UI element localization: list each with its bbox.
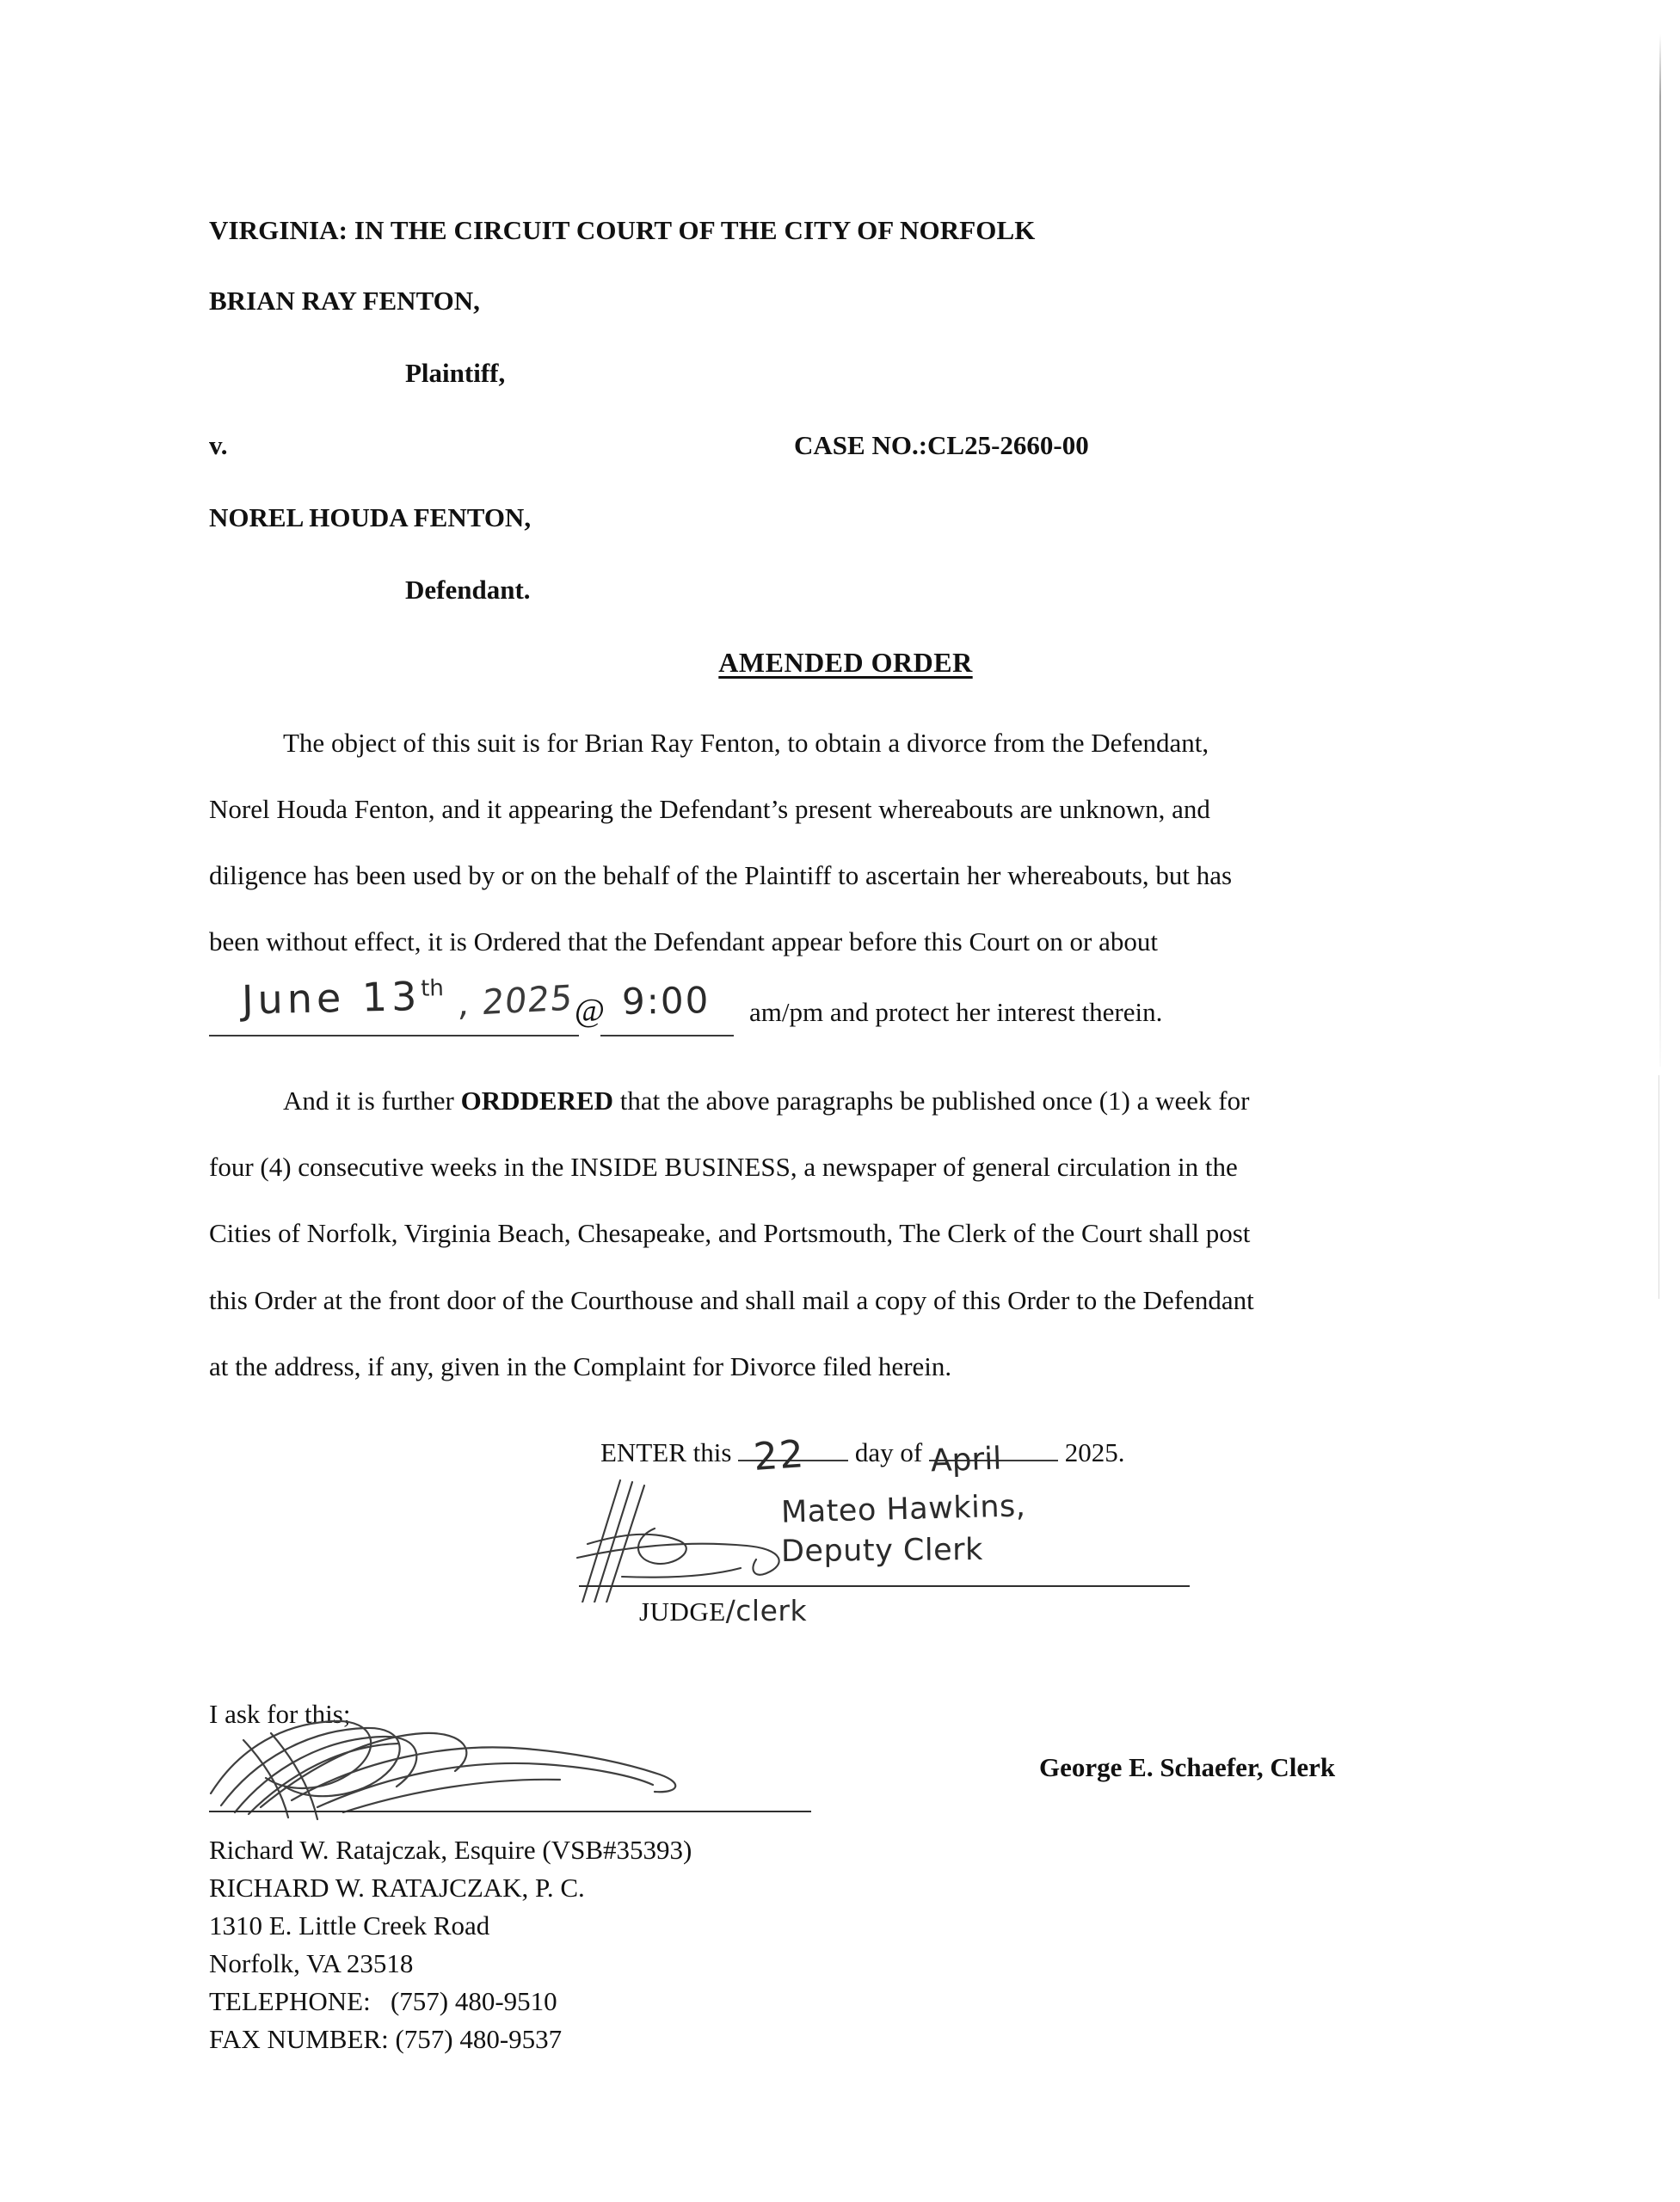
attorney-city-state-zip-line: Norfolk, VA 23518 [209, 1948, 414, 1979]
judge-printed-label: JUDGE [639, 1596, 726, 1627]
enter-prefix-label: ENTER this [600, 1436, 732, 1467]
paragraph-two-line-3: Cities of Norfolk, Virginia Beach, Chesapeake, and Portsmouth, The Clerk of the Court shall post [209, 1218, 1251, 1249]
handwritten-clerk-suffix: /clerk [725, 1593, 808, 1627]
handwritten-deputy-clerk-name: Mateo Hawkins, [780, 1489, 1026, 1530]
enter-day-blank[interactable] [738, 1431, 848, 1479]
paragraph-two-line-1 [209, 1071, 1482, 1130]
paragraph-two-line-2: four (4) consecutive weeks in the INSIDE BUSINESS, a newspaper of general circulation in the [209, 1152, 1238, 1183]
scan-edge-artifact [1659, 34, 1661, 1067]
scan-edge-artifact-lower [1658, 1075, 1659, 1299]
entry-year-label: 2025. [1064, 1436, 1125, 1467]
attorney-telephone-line: TELEPHONE: (757) 480-9510 [209, 1986, 557, 2017]
attorney-contact-lines [209, 1831, 1499, 2058]
versus-row [209, 430, 1482, 461]
judge-signature-rule [579, 1585, 1190, 1587]
defendant-role-label: Defendant. [405, 574, 531, 605]
para-two-suffix: that the above paragraphs be published once (1) a week for [613, 1086, 1250, 1116]
page-title: AMENDED ORDER [718, 646, 973, 678]
para-two-prefix: And it is further [283, 1086, 461, 1116]
defendant-name: NOREL HOUDA FENTON, [209, 501, 532, 532]
paragraph-two-line-4: this Order at the front door of the Courthouse and shall mail a copy of this Order to the Defendant [209, 1284, 1254, 1315]
enter-month-blank[interactable] [929, 1441, 1058, 1479]
paragraph-two-line-5: at the address, if any, given in the Complaint for Divorce filed herein. [209, 1350, 952, 1381]
paragraph-one-line-1: The object of this suit is for Brian Ray Fenton, to obtain a divorce from the Defendant, [283, 727, 1209, 758]
paragraph-one-line-3: diligence has been used by or on the behalf of the Plaintiff to ascertain her whereabouts, but has [209, 859, 1233, 890]
attorney-name-line: Richard W. Ratajczak, Esquire (VSB#35393) [209, 1835, 692, 1865]
handwritten-hearing-time: 9:00 [621, 979, 711, 1024]
handwritten-hearing-date: June 13th [241, 973, 445, 1024]
ampm-trailing-text: am/pm and protect her interest therein. [749, 997, 1163, 1028]
plaintiff-name: BRIAN RAY FENTON, [209, 285, 480, 316]
handwritten-hearing-year: , 2025 [457, 978, 575, 1024]
hearing-date-fill-in[interactable] [209, 973, 1482, 1052]
attorney-signature-scribble [206, 1711, 756, 1824]
enter-date-line [600, 1431, 1125, 1479]
judge-label [639, 1594, 807, 1627]
entry-signature-block [209, 1431, 1482, 1721]
document-body [209, 215, 1482, 1721]
case-number: CASE NO.:CL25-2660-00 [794, 429, 1089, 460]
handwritten-entry-day: 22 [752, 1431, 807, 1479]
paragraph-one-line-4: been without effect, it is Ordered that the Defendant appear before this Court on or about [209, 926, 1158, 957]
attorney-fax-line: FAX NUMBER: (757) 480-9537 [209, 2024, 563, 2055]
handwritten-entry-month: April [930, 1441, 1003, 1479]
plaintiff-role-label: Plaintiff, [405, 357, 506, 388]
attorney-signature-rule [209, 1811, 811, 1812]
clerk-of-court-name: George E. Schaefer, Clerk [1039, 1752, 1336, 1782]
attorney-street-line: 1310 E. Little Creek Road [209, 1910, 490, 1941]
at-symbol: @ [575, 993, 605, 1030]
court-caption: VIRGINIA: IN THE CIRCUIT COURT OF THE CITY OF NORFOLK [209, 215, 1036, 245]
orddered-bold-term: ORDDERED [460, 1086, 614, 1116]
handwritten-deputy-clerk-title: Deputy Clerk [780, 1532, 983, 1569]
fill-in-rule-date [209, 1035, 579, 1036]
attorney-firm-line: RICHARD W. RATAJCZAK, P. C. [209, 1873, 585, 1904]
day-of-label: day of [854, 1436, 923, 1467]
paragraph-one-line-2: Norel Houda Fenton, and it appearing the Defendant’s present whereabouts are unknown, and [209, 793, 1210, 824]
versus-label: v. [209, 429, 228, 460]
fill-in-rule-time [600, 1035, 734, 1036]
i-ask-for-this-label: I ask for this; [209, 1699, 351, 1729]
attorney-signature-block [209, 1699, 1499, 2058]
